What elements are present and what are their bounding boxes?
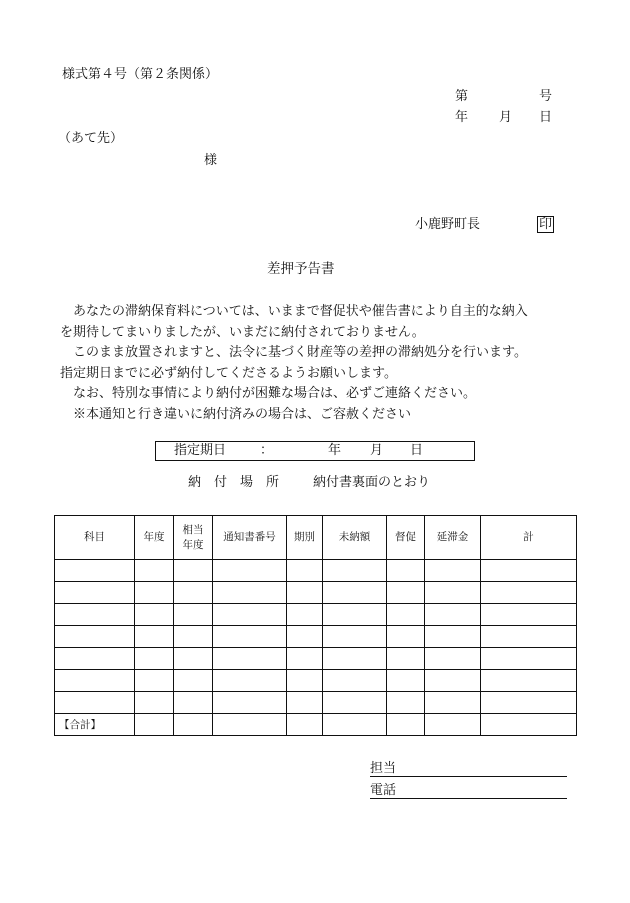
table-cell <box>213 670 287 692</box>
table-cell <box>287 692 323 714</box>
table-cell <box>481 604 577 626</box>
official-seal <box>537 216 554 233</box>
table-cell <box>135 692 174 714</box>
body-line: 指定期日までに必ず納付してくださるようお願いします。 <box>60 365 397 381</box>
body-line: このまま放置されますと、法令に基づく財産等の差押の滞納処分を行います。 <box>60 345 527 360</box>
table-cell <box>174 560 213 582</box>
table-cell <box>287 604 323 626</box>
contact-person-underline <box>370 776 567 777</box>
form-number: 様式第４号（第２条関係） <box>62 67 219 82</box>
table-cell <box>425 670 481 692</box>
col-header-subject: 科目 <box>55 516 135 560</box>
payment-place-label: 納 付 場 所 <box>188 475 280 490</box>
body-line: なお、特別な事情により納付が困難な場合は、必ずご連絡ください。 <box>60 386 477 401</box>
document-title: 差押予告書 <box>267 261 335 277</box>
table-cell <box>174 648 213 670</box>
table-cell <box>323 714 387 736</box>
table-cell <box>323 560 387 582</box>
due-date-year: 年 <box>328 443 342 458</box>
table-row <box>55 670 577 692</box>
table-cell <box>174 714 213 736</box>
col-header-total: 計 <box>481 516 577 560</box>
table-cell <box>213 582 287 604</box>
addressee-label: （あて先） <box>58 131 124 146</box>
table-cell <box>55 582 135 604</box>
table-cell <box>323 692 387 714</box>
table-cell <box>174 692 213 714</box>
table-cell <box>387 626 425 648</box>
table-cell <box>135 648 174 670</box>
table-cell <box>323 626 387 648</box>
table-cell <box>213 714 287 736</box>
table-body <box>55 560 577 736</box>
table-cell <box>387 692 425 714</box>
col-header-demand-fee: 督促 <box>387 516 425 560</box>
table-cell <box>287 714 323 736</box>
table-cell <box>174 604 213 626</box>
table-total-row <box>55 714 577 736</box>
table-cell <box>481 582 577 604</box>
table-cell <box>213 648 287 670</box>
table-cell <box>55 648 135 670</box>
col-header-year: 年度 <box>135 516 174 560</box>
contact-person-label: 担当 <box>370 761 397 776</box>
table-cell <box>323 670 387 692</box>
table-cell <box>481 560 577 582</box>
table-cell <box>387 714 425 736</box>
table-cell <box>213 692 287 714</box>
table-cell <box>481 648 577 670</box>
body-line: ※本通知と行き違いに納付済みの場合は、ご容赦ください <box>60 406 412 422</box>
table-cell <box>425 560 481 582</box>
due-date-colon: ： <box>260 443 274 458</box>
date-day: 日 <box>539 110 553 125</box>
table-cell <box>481 714 577 736</box>
table-cell <box>287 626 323 648</box>
table-cell <box>55 604 135 626</box>
addressee-honorific: 様 <box>204 153 218 168</box>
col-header-corresponding-year: 相当 年度 <box>174 516 213 560</box>
table-cell <box>135 560 174 582</box>
due-date-day: 日 <box>410 443 424 458</box>
table-cell <box>481 626 577 648</box>
table-row <box>55 560 577 582</box>
due-date-box <box>155 441 475 461</box>
table-row <box>55 648 577 670</box>
document-number-prefix: 第 <box>455 89 469 104</box>
table-cell <box>481 670 577 692</box>
table-cell <box>323 648 387 670</box>
date-month: 月 <box>499 110 513 125</box>
table-cell <box>174 626 213 648</box>
seal-mark: 印 <box>539 217 553 232</box>
table-cell <box>135 670 174 692</box>
table-cell <box>481 692 577 714</box>
table-cell <box>287 648 323 670</box>
total-label: 【合計】 <box>55 714 135 736</box>
due-date-month: 月 <box>370 443 384 458</box>
table-cell <box>425 626 481 648</box>
table-cell <box>135 582 174 604</box>
body-line: あなたの滞納保育料については、いままで督促状や催告書により自主的な納入 <box>60 304 528 319</box>
col-header-unpaid-amount: 未納額 <box>323 516 387 560</box>
table-cell <box>213 560 287 582</box>
payment-place-value: 納付書裏面のとおり <box>313 475 431 490</box>
table-cell <box>135 626 174 648</box>
table-cell <box>425 648 481 670</box>
table-cell <box>425 604 481 626</box>
due-date-label: 指定期日 <box>174 443 227 458</box>
table-cell <box>55 670 135 692</box>
table-row <box>55 604 577 626</box>
table-cell <box>287 582 323 604</box>
table-cell <box>323 604 387 626</box>
table-row <box>55 692 577 714</box>
col-header-notice-number: 通知書番号 <box>213 516 287 560</box>
table-cell <box>387 670 425 692</box>
table-cell <box>387 604 425 626</box>
contact-phone-underline <box>370 798 567 799</box>
table-cell <box>387 560 425 582</box>
table-cell <box>135 604 174 626</box>
issuer-name: 小鹿野町長 <box>415 217 481 232</box>
table-cell <box>425 582 481 604</box>
contact-phone-label: 電話 <box>370 783 397 798</box>
table-cell <box>213 604 287 626</box>
table-cell <box>135 714 174 736</box>
table-cell <box>287 670 323 692</box>
table-cell <box>425 692 481 714</box>
date-year: 年 <box>455 110 469 125</box>
table-cell <box>55 626 135 648</box>
table-header-row <box>55 516 577 560</box>
table-cell <box>387 582 425 604</box>
table-cell <box>425 714 481 736</box>
col-header-late-fee: 延滞金 <box>425 516 481 560</box>
table-row <box>55 582 577 604</box>
table-cell <box>174 670 213 692</box>
document-number-suffix: 号 <box>539 89 553 104</box>
notice-body <box>60 302 580 425</box>
table-row <box>55 626 577 648</box>
arrears-table <box>54 515 577 736</box>
table-cell <box>213 626 287 648</box>
table-cell <box>323 582 387 604</box>
col-header-period: 期別 <box>287 516 323 560</box>
table-cell <box>287 560 323 582</box>
table-cell <box>174 582 213 604</box>
table-cell <box>55 692 135 714</box>
table-cell <box>387 648 425 670</box>
body-line: を期待してまいりましたが、いまだに納付されておりません。 <box>60 324 425 340</box>
table-cell <box>55 560 135 582</box>
